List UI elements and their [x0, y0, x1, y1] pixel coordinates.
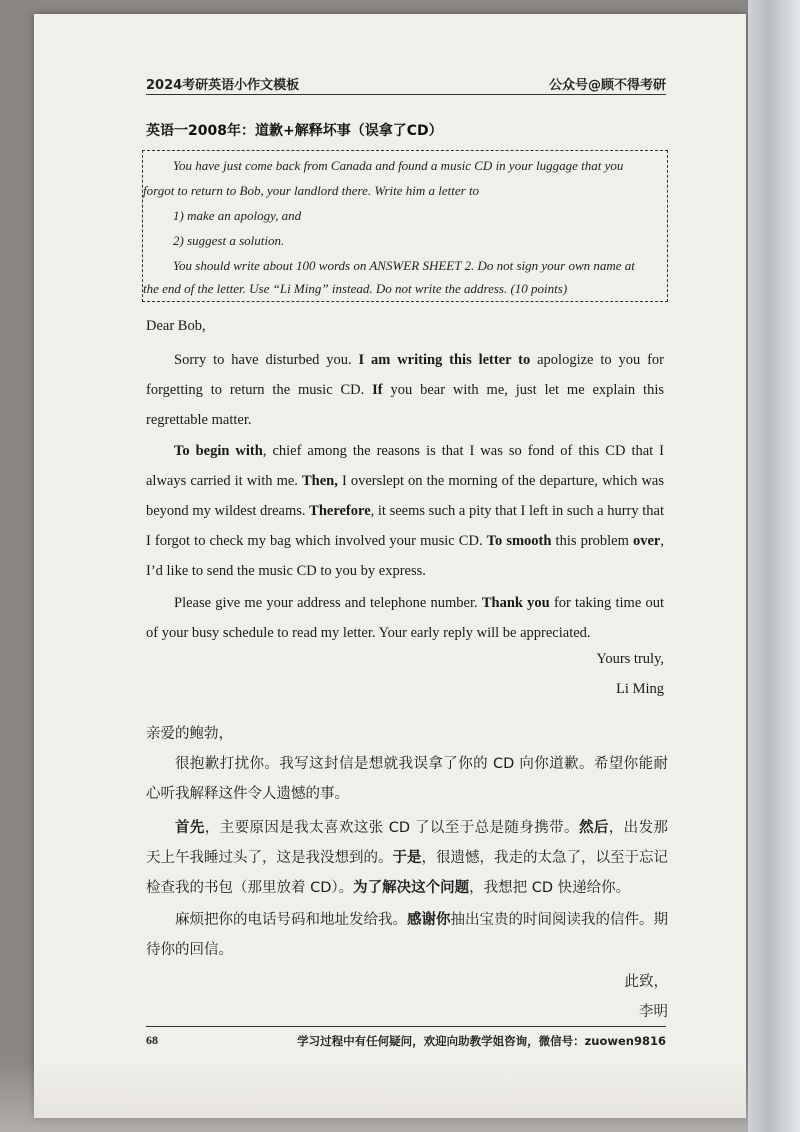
english-paragraph-2: To begin with, chief among the reasons is that I was so fond of this CD that I always carried it with me. Then, I overslept on the morning of the departure, which was beyond my wildest dreams. Therefore, it seems such a pity that I left in such a hurry that I forgot to check my bag which involved your music CD. To smooth this problem over, I’d like to send the music CD to you by express.	[146, 443, 665, 579]
chinese-signature: 李明	[639, 1004, 668, 1020]
chinese-closing: 此致，	[624, 974, 668, 990]
english-signature: Li Ming	[616, 681, 664, 697]
running-header	[146, 72, 666, 95]
task-line: 2) suggest a solution.	[173, 233, 285, 248]
task-line: the end of the letter. Use “Li Ming” instead. Do not write the address. (10 points)	[143, 281, 568, 296]
chinese-paragraph-2: 首先，主要原因是我太喜欢这张 CD 了以至于总是随身携带。然后，出发那天上午我睡过头了，这是我没想到的。于是，很遗憾，我走的太急了，以至于忘记检查我的书包（那里放着 CD）。为了解决这个问题，我想把 CD 快递给你。	[146, 820, 668, 896]
chinese-paragraph-1: 很抱歉打扰你。我写这封信是想就我误拿了你的 CD 向你道歉。希望你能耐心听我解释这件令人遗憾的事。	[146, 756, 668, 802]
page-number: 68	[146, 1033, 158, 1047]
english-salutation: Dear Bob,	[146, 318, 206, 334]
english-paragraph-1: Sorry to have disturbed you. I am writing this letter to apologize to you for forgetting to return the music CD. If you bear with me, just let me explain this regrettable matter.	[146, 352, 664, 428]
page-shadow	[0, 1060, 748, 1132]
task-line: You have just come back from Canada and found a music CD in your luggage that you	[173, 158, 624, 173]
header-title: 2024考研英语小作文模板	[146, 78, 300, 93]
next-page-edge	[748, 0, 800, 1132]
page-footer	[146, 1026, 666, 1047]
footer-note: 学习过程中有任何疑问，欢迎向助教学姐咨询，微信号：zuowen9816	[297, 1034, 666, 1048]
english-closing: Yours truly,	[596, 651, 664, 667]
task-line: forgot to return to Bob, your landlord there. Write him a letter to	[143, 183, 480, 198]
writing-task-box	[142, 150, 668, 302]
english-paragraph-3: Please give me your address and telephone number. Thank you for taking time out of your busy schedule to read my letter. Your early reply will be appreciated.	[146, 595, 664, 641]
header-account: 公众号@顾不得考研	[548, 78, 666, 93]
task-line: You should write about 100 words on ANSWER SHEET 2. Do not sign your own name at	[173, 258, 635, 273]
task-line: 1) make an apology, and	[173, 208, 302, 223]
section-title: 英语一2008年：道歉+解释坏事（误拿了CD）	[146, 123, 443, 139]
chinese-paragraph-3: 麻烦把你的电话号码和地址发给我。感谢你抽出宝贵的时间阅读我的信件。期待你的回信。	[146, 912, 668, 958]
chinese-salutation: 亲爱的鲍勃，	[146, 726, 233, 742]
